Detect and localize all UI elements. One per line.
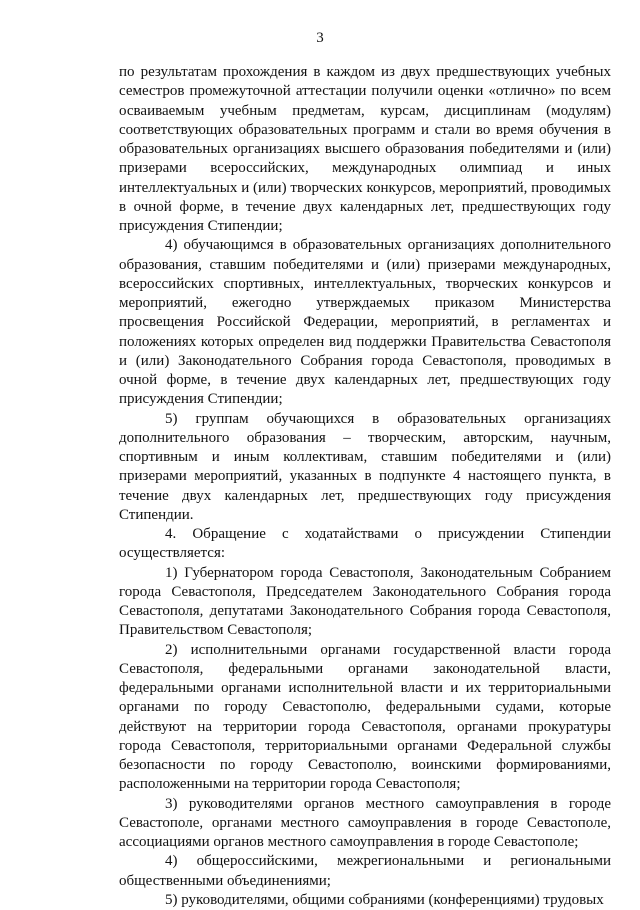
paragraph-continuation: по результатам прохождения в каждом из двух предшествующих учебных семестров промежуточной аттестации получили оценки «отлично» по всем осваиваемым учебным предметам, курсам, дисциплинам (модулям) соответствующих образовательных программ и стали во время обучения в образовательных организациях высшего образования победителями и (или) призерами всероссийских, международных олимпиад и иных интеллектуальных и (или) творческих конкурсов, мероприятий, проводимых в очной форме, в течение двух календарных лет, предшествующих году присуждения Стипендии; xyxy=(119,64,611,234)
paragraph-subitem-1: 1) Губернатором города Севастополя, Законодательным Собранием города Севастополя, Председателем Законодательного Собрания города Севастополя, депутатами Законодательного Собрания города Севастополя, Правительством Севастополя; xyxy=(119,564,611,639)
paragraph-subitem-4: 4) общероссийскими, межрегиональными и региональными общественными объединениями; xyxy=(119,853,611,889)
page-number: 3 xyxy=(316,30,324,46)
paragraph-section-4: 4. Обращение с ходатайствами о присуждении Стипендии осуществляется: xyxy=(119,526,611,562)
paragraph-subitem-5: 5) руководителями, общими собраниями (конференциями) трудовых xyxy=(165,891,604,908)
paragraph-item-4: 4) обучающимся в образовательных организациях дополнительного образования, ставшим победителями и (или) призерами международных, всероссийских спортивных, интеллектуальных, творческих конкурсов и мероприятий, ежегодно утверждаемых приказом Министерства просвещения Российской Федерации, мероприятий, в регламентах и положениях которых определен вид поддержки Правительства Севастополя и (или) Законодательного Собрания города Севастополя, проводимых в очной форме, в течение двух календарных лет, предшествующих году присуждения Стипендии; xyxy=(119,237,611,408)
document-body xyxy=(119,63,611,910)
paragraph-item-5: 5) группам обучающихся в образовательных организациях дополнительного образования – творческим, авторским, научным, спортивным и иным коллективам, ставшим победителями и (или) призерами мероприятий, указанных в подпункте 4 настоящего пункта, в течение двух календарных лет, предшествующих году присуждения Стипендии. xyxy=(119,410,611,523)
paragraph-subitem-3: 3) руководителями органов местного самоуправления в городе Севастополе, органами местного самоуправления в городе Севастополе, ассоциациями органов местного самоуправления в городе Севастополе; xyxy=(119,795,611,850)
paragraph-subitem-2: 2) исполнительными органами государственной власти города Севастополя, федеральными органами законодательной власти, федеральными органами исполнительной власти и их территориальными органами по городу Севастополю, федеральными судами, которые действуют на территории города Севастополя, органами прокуратуры города Севастополя, территориальными органами Федеральной службы безопасности по городу Севастополю, воинскими формированиями, расположенными на территории города Севастополя; xyxy=(119,641,611,793)
